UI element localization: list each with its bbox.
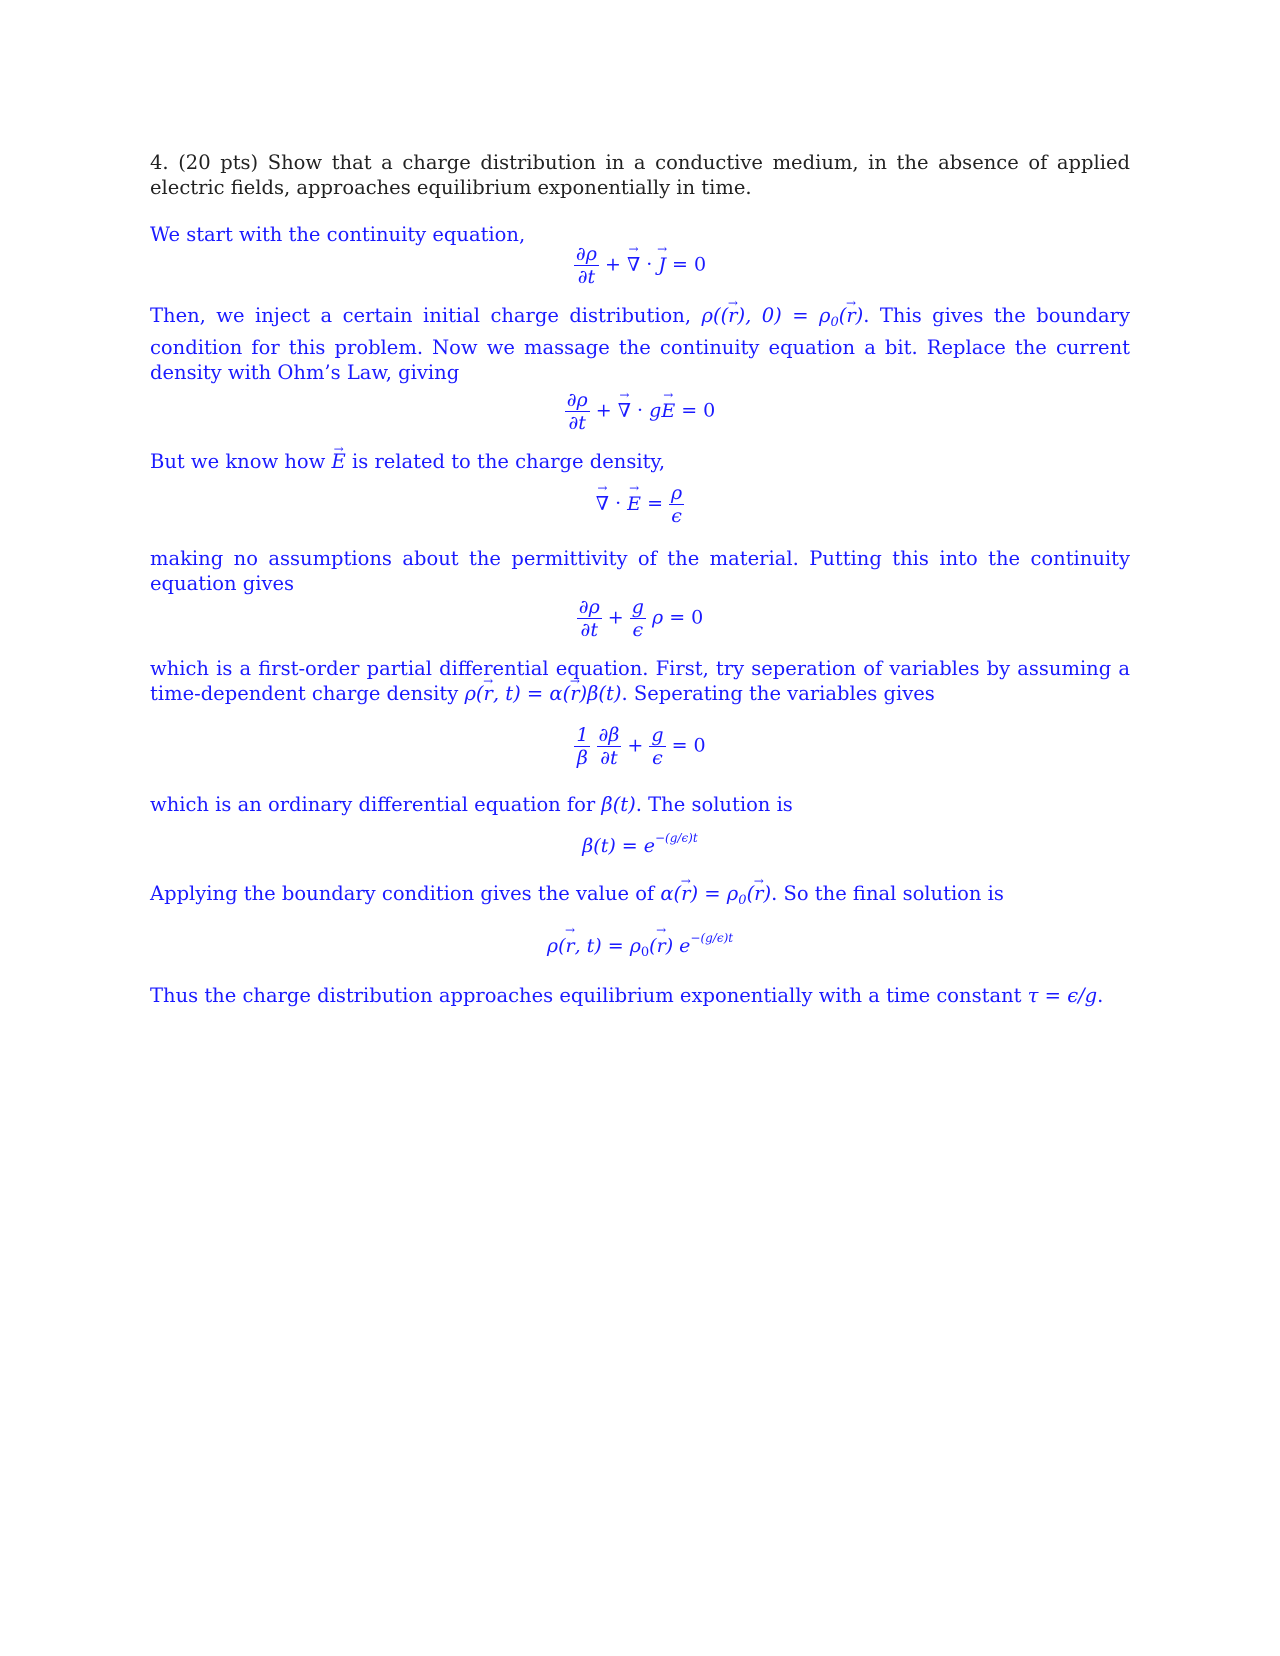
paragraph-initial-distribution-b: . This gives the boundary condition for this problem. Now we massage the continuity equation a bit. Replace the current density with Ohm’s Law, giving (150, 304, 1130, 384)
equation-final-solution: ρ(→ r, $t) = \rho_0(\to r)$ $e^{-(g/\epsilon)t}$ (150, 931, 1130, 971)
paragraph-ode-a: which is an ordinary differential equation for (150, 793, 602, 816)
equation-gauss-law: → ∇ · → E = $\frac{\rho}{\epsilon}$ (150, 482, 1130, 542)
paragraph-ode-b: . The solution is (635, 793, 793, 816)
problem-statement: 4. (20 pts) Show that a charge distribution in a conductive medium, in the absence of applied electric fields, approaches equilibrium exponentially in time. (150, 151, 1130, 199)
paragraph-gauss-intro (150, 449, 1130, 474)
paragraph-boundary (150, 881, 1130, 913)
paragraph-separation-b: . Seperating the variables gives (621, 682, 935, 705)
paragraph-conclusion-b: . (1097, 984, 1104, 1007)
paragraph-continuity-intro: We start with the continuity equation, (150, 223, 526, 246)
math-initial-condition: ρ(→ (r), $0) = \rho_0(\to r)$ (702, 304, 864, 327)
paragraph-initial-distribution-a: Then, we inject a certain initial charge distribution, (150, 304, 702, 327)
document-page (150, 150, 1130, 1008)
math-beta: β(t) (601, 793, 636, 816)
paragraph-conclusion-a: Thus the charge distribution approaches equilibrium exponentially with a time constant (150, 984, 1028, 1007)
equation-separated: $\frac{1}{\beta}$ $\frac{\partial\beta}{\partial t}$ + $\frac{g}{\epsilon}$ = 0 (576, 724, 706, 769)
paragraph-gauss-intro-a: But we know how (150, 450, 332, 473)
paragraph-separation-a: which is a first-order partial differential equation. First, try seperation of variables by assuming a time-dependent charge density (150, 657, 1130, 705)
paragraph-gauss-intro-b: is related to the charge density, (345, 450, 666, 473)
equation-beta-solution: $\beta(t) = e^{-(g/\epsilon)t}$ (582, 831, 698, 857)
paragraph-boundary-b: . So the final solution is (771, 882, 1004, 905)
paragraph-separation (150, 656, 1130, 706)
math-tau: τ = ϵ/g (1027, 984, 1098, 1007)
paragraph-conclusion (150, 983, 1130, 1008)
paragraph-boundary-a: Applying the boundary condition gives the value of (150, 882, 661, 905)
equation-continuity: $\frac{\partial\rho}{\partial t}$ + → ∇ · → J = 0 (150, 243, 1130, 297)
math-alpha: $\alpha(\to r) = \rho_0(\to r)$ (660, 882, 771, 905)
paragraph-permittivity: making no assumptions about the permittivity of the material. Putting this into the continuity equation gives (150, 547, 1130, 595)
paragraph-initial-distribution (150, 303, 1130, 385)
math-separation: ρ(→ r, t) = α(→ r)β(t) (464, 682, 621, 705)
equation-pde: $\frac{\partial\rho}{\partial t}$ + $\frac{g}{\epsilon}$ ρ = 0 (578, 596, 704, 641)
equation-ohms-law: $\frac{\partial\rho}{\partial t}$ + → ∇ · g→ E = 0 (150, 389, 1130, 443)
paragraph-ode (150, 792, 1130, 817)
math-e-field: → E (332, 449, 346, 474)
